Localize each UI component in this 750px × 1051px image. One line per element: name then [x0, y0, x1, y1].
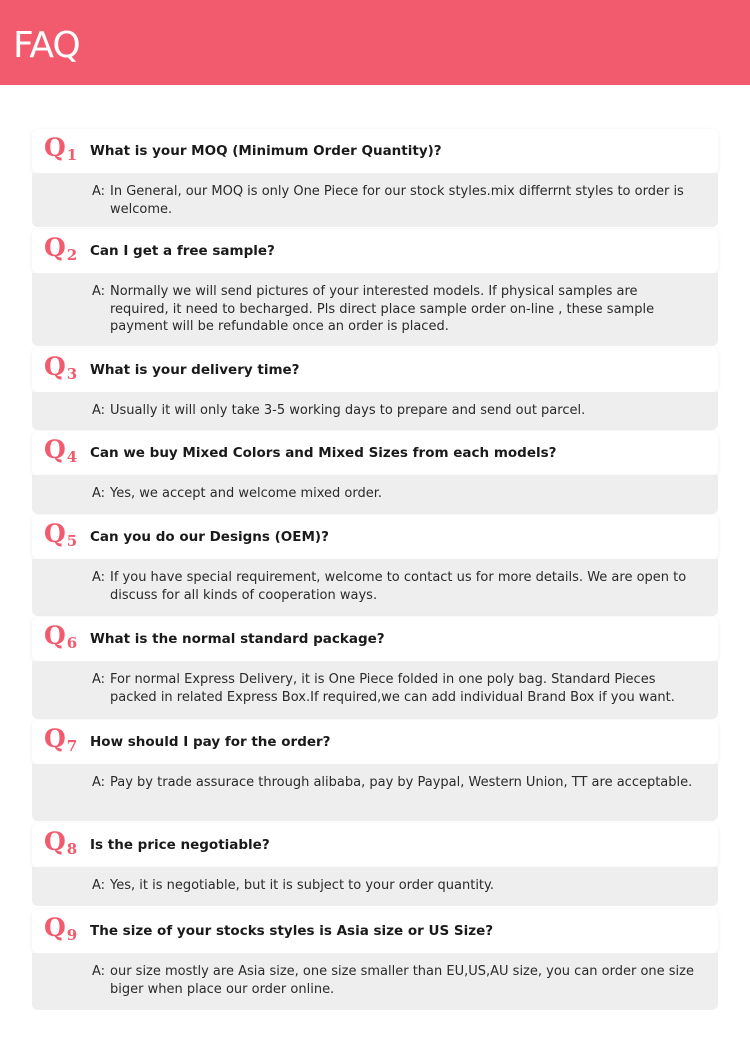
answer-body: Pay by trade assurace through alibaba, pay by Paypal, Western Union, TT are acceptable.: [110, 775, 693, 790]
answer-text: [32, 953, 718, 998]
answer-box: [32, 661, 718, 719]
answer-text: [32, 764, 718, 792]
question-marker: Q8: [44, 827, 78, 858]
question-row: [32, 431, 718, 475]
answer-body: Yes, we accept and welcome mixed order.: [110, 486, 383, 501]
answer-prefix: A:: [92, 184, 106, 199]
answer-text: [32, 475, 718, 503]
answer-text: [32, 273, 718, 336]
answer-prefix: A:: [92, 964, 106, 979]
faq-item: [32, 431, 718, 514]
faq-item: [32, 617, 718, 719]
question-row: [32, 515, 718, 559]
answer-box: [32, 273, 718, 346]
question-marker: Q6: [44, 621, 78, 652]
question-row: [32, 617, 718, 661]
question-text: How should I pay for the order?: [90, 734, 331, 750]
answer-box: [32, 475, 718, 514]
answer-box: [32, 173, 718, 227]
answer-body: In General, our MOQ is only One Piece for our stock styles.mix differrnt styles to order is welcome.: [110, 184, 684, 217]
question-text: Can we buy Mixed Colors and Mixed Sizes from each models?: [90, 445, 557, 461]
answer-prefix: A:: [92, 878, 106, 893]
answer-text: [32, 867, 718, 895]
faq-item: [32, 348, 718, 430]
question-marker: Q1: [44, 133, 78, 164]
answer-body: If you have special requirement, welcome to contact us for more details. We are open to discuss for all kinds of cooperation ways.: [110, 570, 687, 603]
answer-text: [32, 559, 718, 604]
question-text: The size of your stocks styles is Asia size or US Size?: [90, 923, 494, 939]
question-text: What is the normal standard package?: [90, 631, 385, 647]
question-marker: Q5: [44, 519, 78, 550]
faq-item: [32, 720, 718, 821]
answer-text: [32, 173, 718, 218]
faq-item: [32, 909, 718, 1010]
page-title: FAQ: [13, 25, 80, 66]
answer-prefix: A:: [92, 486, 106, 501]
answer-box: [32, 392, 718, 430]
question-text: What is your delivery time?: [90, 362, 300, 378]
question-text: What is your MOQ (Minimum Order Quantity)?: [90, 143, 442, 159]
faq-item: [32, 229, 718, 346]
question-text: Can you do our Designs (OEM)?: [90, 529, 329, 545]
question-marker: Q3: [44, 352, 78, 383]
answer-text: [32, 661, 718, 706]
answer-body: For normal Express Delivery, it is One Piece folded in one poly bag. Standard Pieces packed in related Express Box.If required,we can add individual Brand Box if you want.: [110, 672, 675, 705]
answer-box: [32, 559, 718, 616]
question-row: [32, 229, 718, 273]
answer-box: [32, 867, 718, 906]
answer-body: Usually it will only take 3-5 working days to prepare and send out parcel.: [110, 403, 586, 418]
question-marker: Q4: [44, 435, 78, 466]
faq-header: [0, 0, 750, 85]
question-marker: Q7: [44, 724, 78, 755]
question-row: [32, 823, 718, 867]
question-marker: Q2: [44, 233, 78, 264]
answer-prefix: A:: [92, 284, 106, 299]
question-row: [32, 720, 718, 764]
answer-box: [32, 953, 718, 1010]
answer-body: our size mostly are Asia size, one size smaller than EU,US,AU size, you can order one size biger when place our order online.: [110, 964, 694, 997]
question-text: Can I get a free sample?: [90, 243, 275, 259]
answer-body: Yes, it is negotiable, but it is subject to your order quantity.: [110, 878, 495, 893]
answer-prefix: A:: [92, 570, 106, 585]
question-marker: Q9: [44, 913, 78, 944]
answer-box: [32, 764, 718, 821]
faq-item: [32, 823, 718, 906]
answer-prefix: A:: [92, 775, 106, 790]
faq-item: [32, 129, 718, 227]
answer-body: Normally we will send pictures of your interested models. If physical samples are required, it need to becharged. Pls direct place sample order on-line , these sample payment will be refundable once an order is placed.: [110, 284, 655, 334]
question-row: [32, 348, 718, 392]
faq-item: [32, 515, 718, 616]
question-row: [32, 909, 718, 953]
question-text: Is the price negotiable?: [90, 837, 270, 853]
answer-prefix: A:: [92, 672, 106, 687]
answer-prefix: A:: [92, 403, 106, 418]
question-row: [32, 129, 718, 173]
answer-text: [32, 392, 718, 420]
